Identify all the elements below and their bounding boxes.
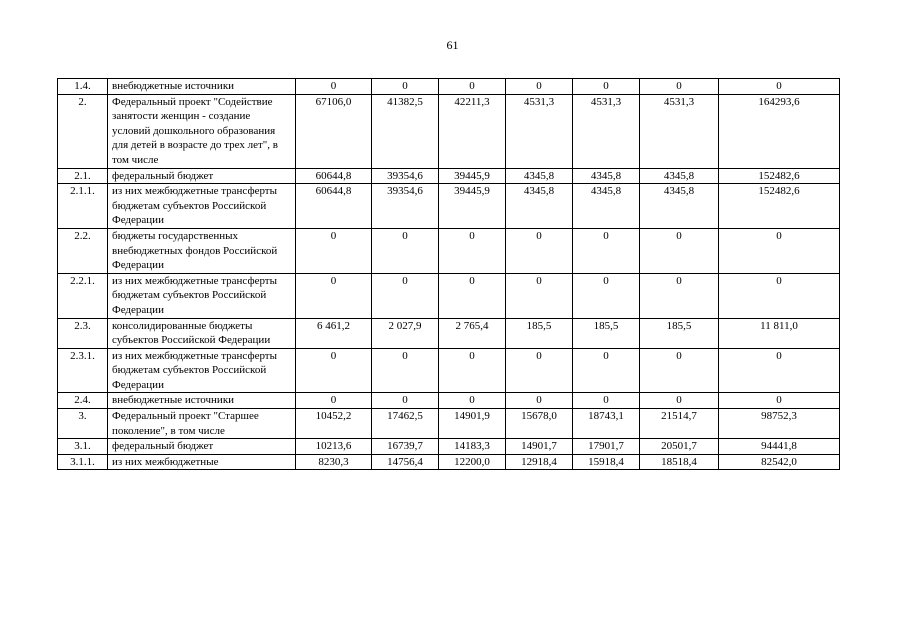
- row-year-value: 14901,7: [506, 439, 573, 455]
- row-year-value: 6 461,2: [296, 318, 372, 348]
- page-number: 61: [446, 38, 459, 52]
- row-year-value: 12200,0: [439, 454, 506, 470]
- row-year-value: 0: [573, 273, 640, 318]
- row-total-value: 82542,0: [719, 454, 840, 470]
- table-body: [58, 79, 840, 470]
- row-name: внебюджетные источники: [108, 79, 296, 95]
- row-year-value: 0: [640, 393, 719, 409]
- row-year-value: 10452,2: [296, 409, 372, 439]
- row-total-value: 152482,6: [719, 168, 840, 184]
- row-year-value: 0: [296, 79, 372, 95]
- row-year-value: 21514,7: [640, 409, 719, 439]
- row-code: 2.2.1.: [58, 273, 108, 318]
- row-year-value: 0: [372, 348, 439, 393]
- row-total-value: 152482,6: [719, 184, 840, 229]
- table-row: [58, 454, 840, 470]
- table-row: [58, 393, 840, 409]
- table-row: [58, 79, 840, 95]
- row-name: из них межбюджетные трансферты бюджетам субъектов Российской Федерации: [108, 348, 296, 393]
- row-year-value: 16739,7: [372, 439, 439, 455]
- row-year-value: 14901,9: [439, 409, 506, 439]
- row-code: 2.1.: [58, 168, 108, 184]
- row-year-value: 0: [372, 228, 439, 273]
- row-year-value: 0: [372, 79, 439, 95]
- row-name: федеральный бюджет: [108, 439, 296, 455]
- row-year-value: 4345,8: [640, 184, 719, 229]
- row-year-value: 0: [439, 348, 506, 393]
- row-year-value: 0: [506, 79, 573, 95]
- row-year-value: 4531,3: [573, 94, 640, 168]
- row-year-value: 39445,9: [439, 168, 506, 184]
- row-year-value: 8230,3: [296, 454, 372, 470]
- row-year-value: 4531,3: [640, 94, 719, 168]
- row-year-value: 41382,5: [372, 94, 439, 168]
- row-year-value: 185,5: [506, 318, 573, 348]
- table-row: [58, 409, 840, 439]
- row-name: консолидированные бюджеты субъектов Российской Федерации: [108, 318, 296, 348]
- row-code: 3.1.1.: [58, 454, 108, 470]
- row-year-value: 14756,4: [372, 454, 439, 470]
- row-year-value: 0: [296, 393, 372, 409]
- row-year-value: 18743,1: [573, 409, 640, 439]
- row-total-value: 98752,3: [719, 409, 840, 439]
- row-year-value: 12918,4: [506, 454, 573, 470]
- row-year-value: 0: [506, 393, 573, 409]
- row-year-value: 2 765,4: [439, 318, 506, 348]
- row-name: Федеральный проект "Старшее поколение", в том числе: [108, 409, 296, 439]
- row-year-value: 15678,0: [506, 409, 573, 439]
- row-code: 1.4.: [58, 79, 108, 95]
- row-year-value: 0: [506, 273, 573, 318]
- row-total-value: 11 811,0: [719, 318, 840, 348]
- table-row: [58, 168, 840, 184]
- row-code: 2.: [58, 94, 108, 168]
- row-year-value: 0: [296, 273, 372, 318]
- row-total-value: 0: [719, 348, 840, 393]
- row-total-value: 164293,6: [719, 94, 840, 168]
- row-year-value: 39354,6: [372, 184, 439, 229]
- row-year-value: 14183,3: [439, 439, 506, 455]
- row-name: бюджеты государственных внебюджетных фондов Российской Федерации: [108, 228, 296, 273]
- row-name: из них межбюджетные трансферты бюджетам субъектов Российской Федерации: [108, 273, 296, 318]
- row-year-value: 0: [439, 273, 506, 318]
- row-year-value: 0: [573, 348, 640, 393]
- row-code: 3.: [58, 409, 108, 439]
- row-year-value: 0: [640, 348, 719, 393]
- table-row: [58, 439, 840, 455]
- row-year-value: 17901,7: [573, 439, 640, 455]
- table-row: [58, 228, 840, 273]
- row-year-value: 0: [372, 393, 439, 409]
- row-year-value: 0: [439, 228, 506, 273]
- row-code: 2.4.: [58, 393, 108, 409]
- row-year-value: 0: [439, 79, 506, 95]
- row-year-value: 10213,6: [296, 439, 372, 455]
- row-code: 3.1.: [58, 439, 108, 455]
- row-year-value: 0: [573, 79, 640, 95]
- row-name: из них межбюджетные трансферты бюджетам субъектов Российской Федерации: [108, 184, 296, 229]
- row-year-value: 0: [296, 228, 372, 273]
- row-total-value: 0: [719, 79, 840, 95]
- row-year-value: 18518,4: [640, 454, 719, 470]
- row-total-value: 0: [719, 228, 840, 273]
- row-code: 2.3.1.: [58, 348, 108, 393]
- row-total-value: 0: [719, 273, 840, 318]
- row-year-value: 0: [439, 393, 506, 409]
- row-year-value: 60644,8: [296, 184, 372, 229]
- row-year-value: 0: [640, 273, 719, 318]
- row-year-value: 0: [640, 228, 719, 273]
- row-year-value: 0: [573, 228, 640, 273]
- row-year-value: 0: [296, 348, 372, 393]
- budget-table: [57, 78, 840, 470]
- row-year-value: 0: [372, 273, 439, 318]
- row-year-value: 0: [573, 393, 640, 409]
- row-name: внебюджетные источники: [108, 393, 296, 409]
- row-year-value: 185,5: [640, 318, 719, 348]
- row-year-value: 39354,6: [372, 168, 439, 184]
- row-year-value: 17462,5: [372, 409, 439, 439]
- row-total-value: 0: [719, 393, 840, 409]
- row-year-value: 4345,8: [573, 184, 640, 229]
- row-year-value: 0: [506, 228, 573, 273]
- row-year-value: 4531,3: [506, 94, 573, 168]
- row-name: из них межбюджетные: [108, 454, 296, 470]
- row-year-value: 2 027,9: [372, 318, 439, 348]
- row-year-value: 4345,8: [573, 168, 640, 184]
- row-year-value: 4345,8: [506, 184, 573, 229]
- row-year-value: 67106,0: [296, 94, 372, 168]
- row-year-value: 15918,4: [573, 454, 640, 470]
- row-year-value: 185,5: [573, 318, 640, 348]
- table-row: [58, 348, 840, 393]
- row-code: 2.3.: [58, 318, 108, 348]
- row-code: 2.2.: [58, 228, 108, 273]
- row-name: федеральный бюджет: [108, 168, 296, 184]
- row-year-value: 4345,8: [640, 168, 719, 184]
- row-year-value: 4345,8: [506, 168, 573, 184]
- row-total-value: 94441,8: [719, 439, 840, 455]
- row-code: 2.1.1.: [58, 184, 108, 229]
- row-year-value: 39445,9: [439, 184, 506, 229]
- row-year-value: 0: [506, 348, 573, 393]
- table-row: [58, 273, 840, 318]
- row-year-value: 0: [640, 79, 719, 95]
- row-name: Федеральный проект "Содействие занятости женщин - создание условий дошкольного образования для детей в возрасте до трех лет", в том числе: [108, 94, 296, 168]
- table-row: [58, 318, 840, 348]
- row-year-value: 42211,3: [439, 94, 506, 168]
- row-year-value: 20501,7: [640, 439, 719, 455]
- row-year-value: 60644,8: [296, 168, 372, 184]
- table-row: [58, 94, 840, 168]
- table-row: [58, 184, 840, 229]
